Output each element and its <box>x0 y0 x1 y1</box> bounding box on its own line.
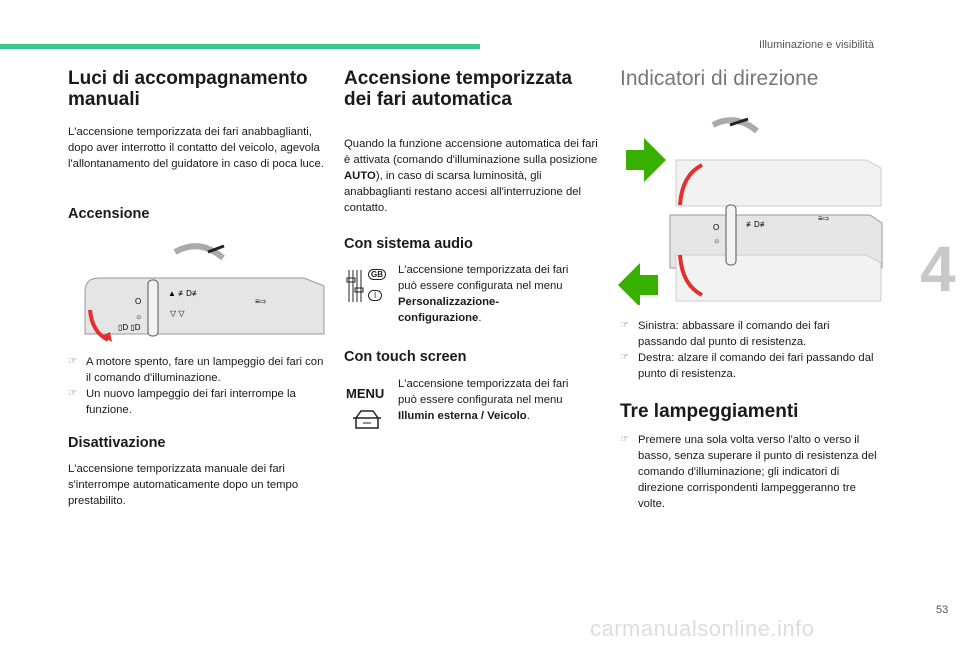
bullet-item <box>620 432 878 512</box>
bullet-item <box>620 350 878 382</box>
bullet-icon: ☞ <box>68 356 77 367</box>
text: Quando la funzione accensione automatica dei fari è attivata (comando d'illuminazione sulla posizione <box>344 138 598 166</box>
text: . <box>526 410 530 422</box>
car-icon <box>352 408 382 432</box>
bullet-icon: ☞ <box>620 352 629 363</box>
svg-text:☼: ☼ <box>713 236 721 245</box>
svg-text:O: O <box>713 223 720 232</box>
svg-text:≡⇨: ≡⇨ <box>818 214 830 223</box>
svg-text:▲ ≢D≢: ▲ ≢D≢ <box>168 289 200 298</box>
accensione-list <box>68 354 326 418</box>
menu-path: Personalizzazione-configurazione <box>398 296 500 324</box>
svg-text:≢D≢: ≢D≢ <box>746 220 768 229</box>
column-2 <box>344 68 602 216</box>
bullet-text: Premere una sola volta verso l'alto o verso il basso, senza superare il punto di resistenza del comando d'illuminazione; gli indicatori di direzione corrispondenti lampeggeranno tre volte. <box>638 434 877 510</box>
text: . <box>478 312 482 324</box>
svg-text:≡⇨: ≡⇨ <box>255 297 267 306</box>
i-badge: I <box>368 290 382 301</box>
bullet-text: Un nuovo lampeggio dei fari interrompe la funzione. <box>86 388 296 416</box>
heading-three-flashes: Tre lampeggiamenti <box>620 401 799 422</box>
bullet-text: A motore spento, fare un lampeggio dei fari con il comando d'illuminazione. <box>86 356 324 384</box>
page-number: 53 <box>936 604 949 616</box>
heading-accensione: Accensione <box>68 206 150 222</box>
bullet-text: Destra: alzare il comando dei fari passando dal punto di resistenza. <box>638 352 874 380</box>
intro-text: L'accensione temporizzata dei fari anabbaglianti, dopo aver interrotto il contatto del veicolo, agevola l'allontanamento del guidatore in caso di poca luce. <box>68 126 324 170</box>
settings-sliders-icon <box>346 268 390 308</box>
audio-text <box>398 262 573 326</box>
chapter-number: 4 <box>920 233 956 305</box>
svg-text:☼: ☼ <box>135 312 143 321</box>
title-indicators: Indicatori di direzione <box>620 67 819 90</box>
heading-disattivazione: Disattivazione <box>68 435 166 451</box>
bullet-item <box>620 318 878 350</box>
title-auto-lights: Accensione temporizzata dei fari automatica <box>344 68 573 110</box>
heading-audio: Con sistema audio <box>344 236 473 252</box>
section-header: Illuminazione e visibilità <box>759 39 874 51</box>
menu-label: MENU <box>346 386 385 401</box>
watermark: carmanualsonline.info <box>590 616 815 641</box>
text: L'accensione temporizzata dei fari può essere configurata nel menu <box>398 378 569 406</box>
accent-bar <box>0 44 480 49</box>
svg-text:O: O <box>135 297 142 306</box>
light-stalk-illustration <box>80 232 325 344</box>
heading-touch: Con touch screen <box>344 349 467 365</box>
bullet-icon: ☞ <box>620 320 629 331</box>
bullet-text: Sinistra: abbassare il comando dei fari passando dal punto di resistenza. <box>638 320 830 348</box>
three-flashes-list <box>620 432 878 512</box>
text: ), in caso di scarsa luminosità, gli anabbaglianti restano accesi all'interruzione del contatto. <box>344 170 582 214</box>
bullet-icon: ☞ <box>68 388 77 399</box>
auto-intro <box>344 136 602 216</box>
title-manual-lights: Luci di accompagnamento manuali <box>68 68 308 110</box>
indicator-stalk-illustration <box>618 105 883 305</box>
gb-badge: GB <box>368 269 386 280</box>
touch-text <box>398 376 588 424</box>
disattivazione-text: L'accensione temporizzata manuale dei fari s'interrompe automaticamente dopo un tempo prestabilito. <box>68 463 299 507</box>
column-1 <box>68 68 326 172</box>
bullet-icon: ☞ <box>620 434 629 445</box>
auto-label: AUTO <box>344 170 376 182</box>
bullet-item <box>68 386 326 418</box>
indicator-list <box>620 318 878 382</box>
menu-path: Illumin esterna / Veicolo <box>398 410 527 422</box>
bullet-item <box>68 354 326 386</box>
svg-text:▽ ▽: ▽ ▽ <box>170 309 185 318</box>
text: L'accensione temporizzata dei fari può essere configurata nel menu <box>398 264 569 292</box>
svg-text:▯D ▯D: ▯D ▯D <box>118 323 141 332</box>
